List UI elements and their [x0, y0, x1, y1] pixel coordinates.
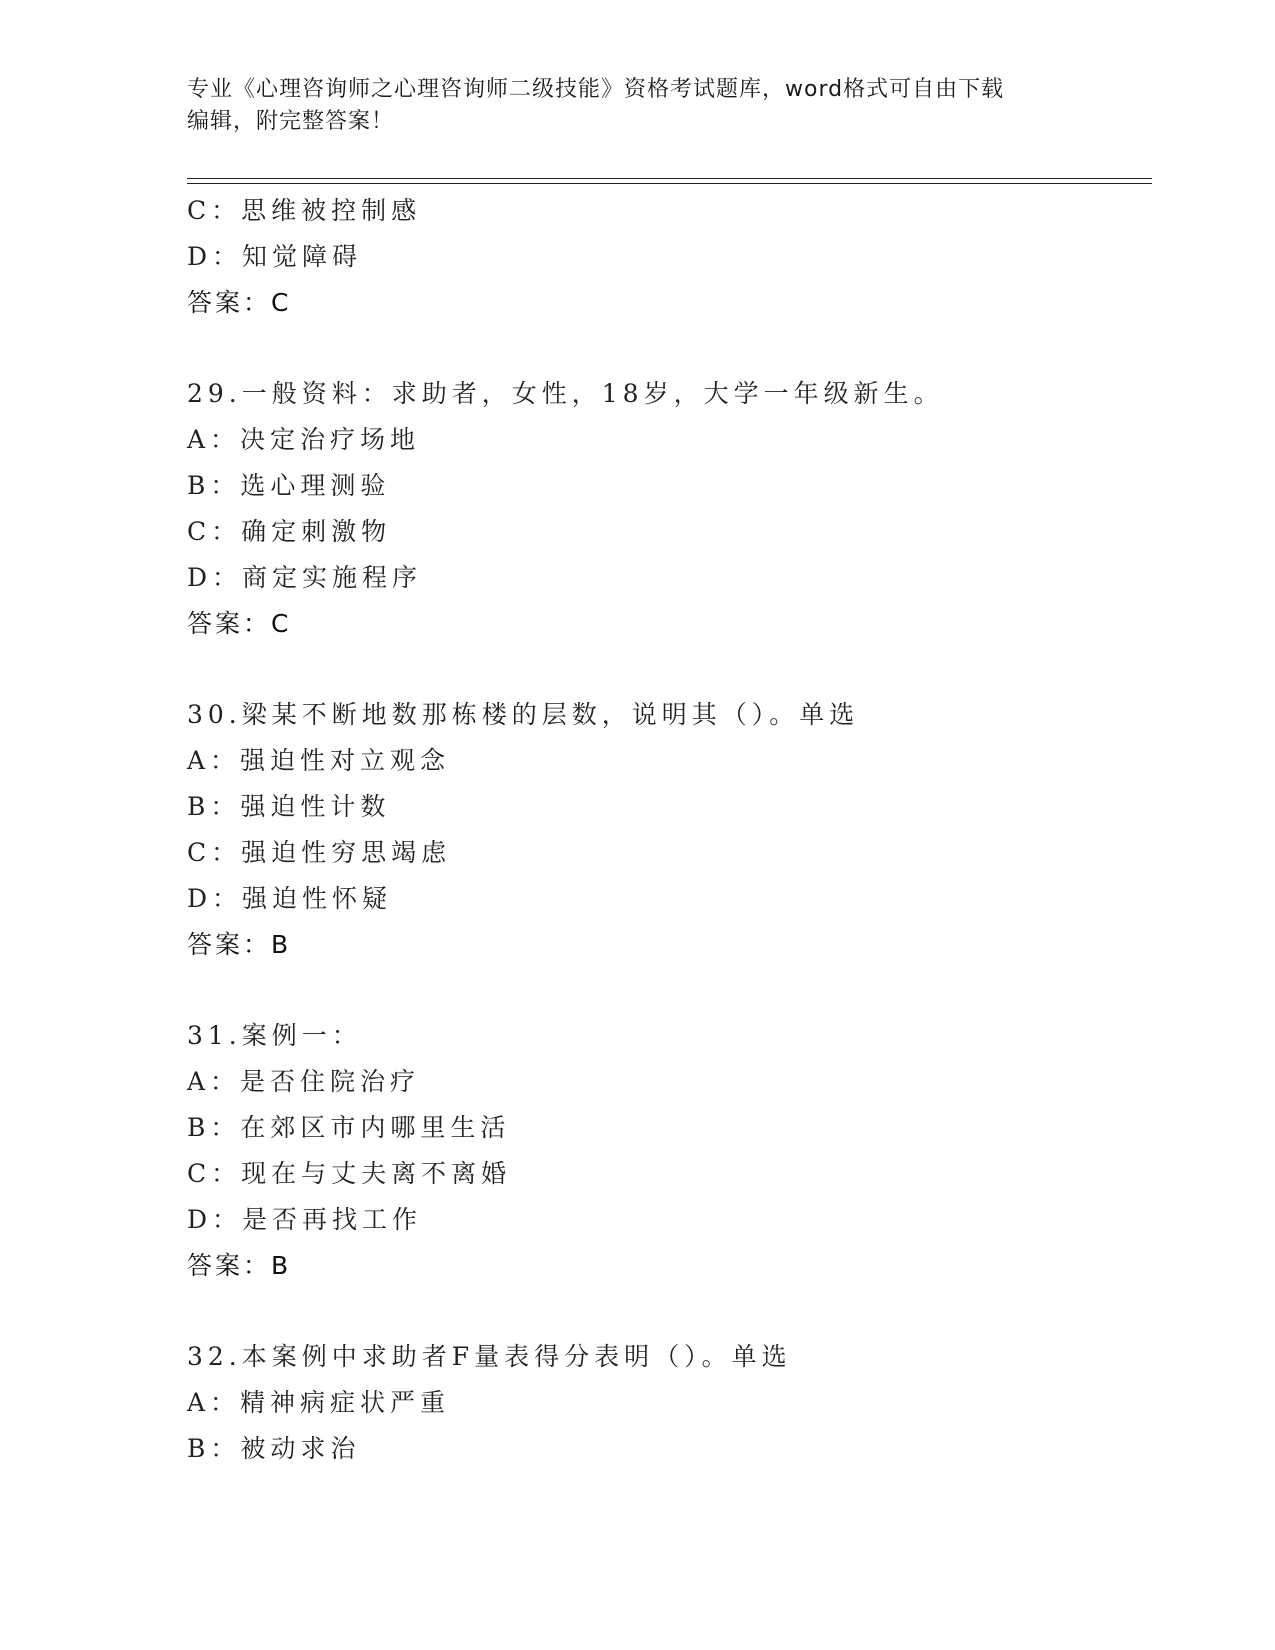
- question-stem: 31.案例一：: [187, 1021, 362, 1050]
- option-a: A：决定治疗场地: [187, 425, 421, 454]
- question-list: [187, 188, 1147, 1472]
- question-stem: 32.本案例中求助者F量表得分表明（）。单选: [187, 1342, 792, 1371]
- question-block-31: [187, 1013, 1147, 1289]
- option-c: C：确定刺激物: [187, 517, 392, 546]
- option-a: A：是否住院治疗: [187, 1067, 421, 1096]
- option-d: D：商定实施程序: [187, 563, 423, 592]
- option-d: D：知觉障碍: [187, 242, 363, 271]
- question-block-29: [187, 371, 1147, 647]
- spacer: [187, 968, 1147, 1013]
- option-b: B：被动求治: [187, 1434, 361, 1463]
- option-b: B：在郊区市内哪里生活: [187, 1113, 511, 1142]
- header-line-2: 编辑，附完整答案！: [187, 109, 395, 134]
- option-b: B：强迫性计数: [187, 792, 391, 821]
- question-block-30: [187, 692, 1147, 968]
- question-block-prev: [187, 188, 1147, 326]
- answer-line: 答案：C: [187, 288, 292, 317]
- option-a: A：精神病症状严重: [187, 1388, 451, 1417]
- document-header: [187, 74, 1087, 138]
- option-d: D：强迫性怀疑: [187, 884, 393, 913]
- spacer: [187, 647, 1147, 692]
- question-block-32: [187, 1334, 1147, 1472]
- option-c: C：思维被控制感: [187, 196, 422, 225]
- header-divider-bottom: [187, 183, 1152, 184]
- spacer: [187, 326, 1147, 371]
- answer-line: 答案：C: [187, 609, 292, 638]
- spacer: [187, 1289, 1147, 1334]
- option-b: B：选心理测验: [187, 471, 391, 500]
- question-stem: 30.梁某不断地数那栋楼的层数，说明其（）。单选: [187, 700, 860, 729]
- option-c: C：现在与丈夫离不离婚: [187, 1159, 512, 1188]
- option-a: A：强迫性对立观念: [187, 746, 451, 775]
- answer-line: 答案：B: [187, 930, 292, 959]
- header-line-1: 专业《心理咨询师之心理咨询师二级技能》资格考试题库，word格式可自由下载: [187, 77, 1005, 102]
- option-c: C：强迫性穷思竭虑: [187, 838, 452, 867]
- question-stem: 29.一般资料：求助者，女性，18岁，大学一年级新生。: [187, 379, 944, 408]
- answer-line: 答案：B: [187, 1251, 292, 1280]
- header-divider-top: [187, 178, 1152, 179]
- option-d: D：是否再找工作: [187, 1205, 423, 1234]
